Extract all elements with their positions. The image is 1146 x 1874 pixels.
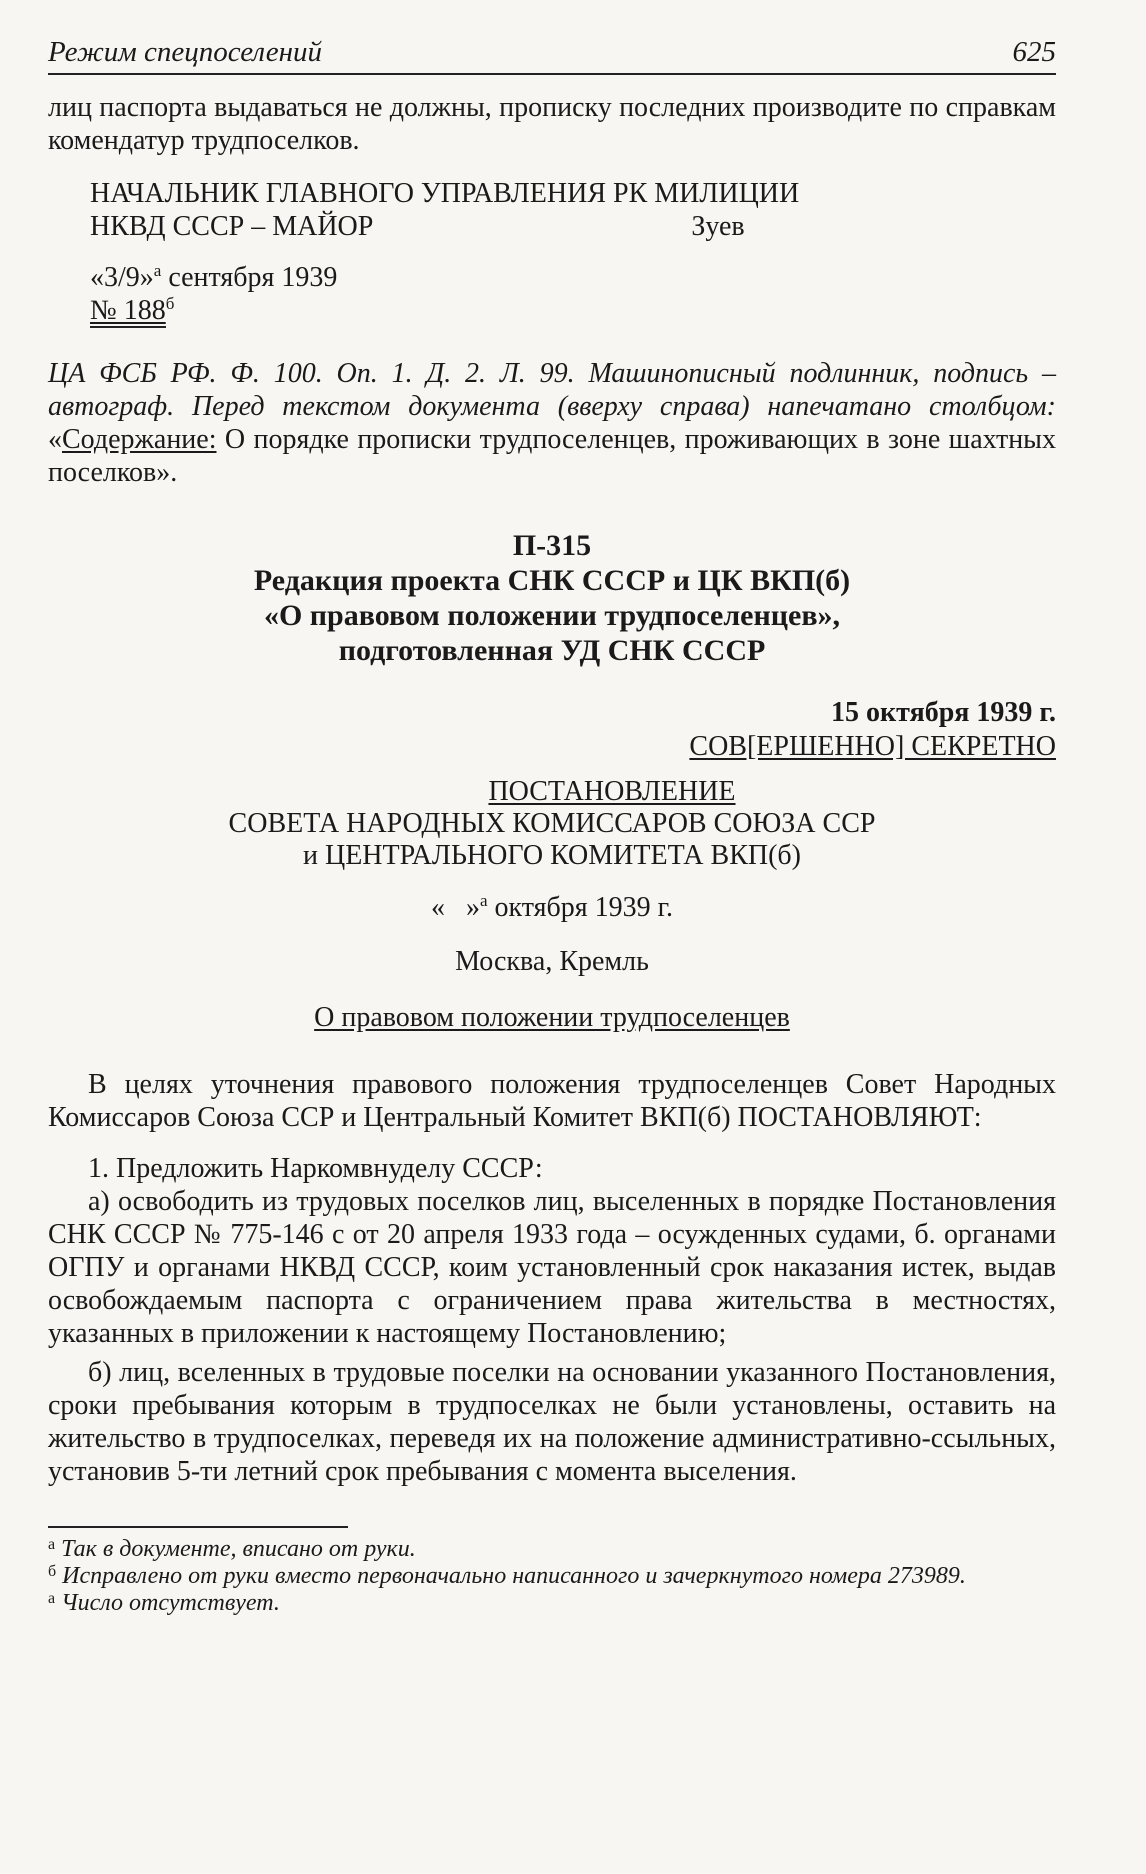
footnote-text: Число отсутствует. <box>61 1590 280 1616</box>
body-intro: В целях уточнения правового положения трудпоселенцев Совет Народных Комиссаров Союза ССР и Центральный Комитет ВКП(б) ПОСТАНОВЛЯЮТ: <box>48 1069 1056 1133</box>
source-label: Содержание: <box>62 424 217 455</box>
classification <box>48 730 1056 764</box>
document-page <box>48 36 1056 1617</box>
document-number <box>48 294 1056 327</box>
signature-name: Зуев <box>691 211 745 242</box>
document-title-line-1: Редакция проекта СНК СССР и ЦК ВКП(б) <box>253 564 851 597</box>
footnote <box>48 1563 1056 1590</box>
decree-place: Москва, Кремль <box>455 946 649 977</box>
archival-source <box>48 357 1056 489</box>
source-citation: ЦА ФСБ РФ. Ф. 100. Оп. 1. Д. 2. Л. 99. Машинописный подлинник, подпись – автограф. Перед текстом документа (вверху справа) напечатано столбцом: <box>48 358 1056 422</box>
signature-line-1: НАЧАЛЬНИК ГЛАВНОГО УПРАВЛЕНИЯ РК МИЛИЦИИ <box>90 178 800 209</box>
signature-line-2: НКВД СССР – МАЙОР <box>90 211 374 242</box>
decree-date <box>48 892 1056 924</box>
date-line <box>48 261 1056 294</box>
footnote-text: Исправлено от руки вместо первоначально написанного и зачеркнутого номера 273989. <box>62 1563 966 1589</box>
body-item-1a: а) освободить из трудовых поселков лиц, выселенных в порядке Постановления СНК СССР № 775-146 с от 20 апреля 1933 года – осужденных судами, б. органами ОГПУ и органами НКВД СССР, коим установленный срок наказания истек, выдав освобождаемым паспорта с ограничением права жительства в местностях, указанных в приложении к настоящему Постановлению; <box>48 1186 1056 1349</box>
signature-block <box>48 177 1056 243</box>
body-item-1b: б) лиц, вселенных в трудовые поселки на основании указанного Постановления, сроки пребывания которым в трудпоселках не были установлены, оставить на жительство в трудпоселках, переведя их на положение административно-ссыльных, установив 5-ти летний срок пребывания с момента выселения. <box>48 1357 1056 1487</box>
decree-date-day: « » <box>431 892 480 923</box>
page-number: 625 <box>1012 36 1056 68</box>
decree-header <box>48 776 1056 872</box>
running-head <box>48 36 1056 75</box>
footnote-mark: а <box>48 1590 56 1607</box>
footnote <box>48 1536 1056 1563</box>
decree-subject-text: О правовом положении трудпоселенцев <box>314 1002 790 1033</box>
classification-text: СОВ[ЕРШЕННО] СЕКРЕТНО <box>689 731 1056 762</box>
document-title-line-2: «О правовом положении трудпоселенцев», <box>263 599 841 632</box>
footnote-mark: б <box>48 1563 57 1580</box>
document-date: 15 октября 1939 г. <box>831 697 1056 728</box>
footnote-mark: а <box>153 261 162 280</box>
decree-line-2: и ЦЕНТРАЛЬНОГО КОМИТЕТА ВКП(б) <box>303 840 801 871</box>
footnote-divider <box>48 1526 348 1528</box>
footnote-text: Так в документе, вписано от руки. <box>61 1536 416 1562</box>
footnote <box>48 1590 1056 1617</box>
footnotes <box>48 1536 1056 1617</box>
top-paragraph: лиц паспорта выдаваться не должны, прописку последних производите по справкам комендатур трудпоселков. <box>48 92 1056 156</box>
decree-subject <box>48 1002 1056 1034</box>
footnote-mark: а <box>480 891 488 910</box>
source-open-quote: « <box>48 424 62 455</box>
date-line-day: «3/9» <box>90 262 154 293</box>
decree-date-month-year: октября 1939 г. <box>487 892 673 923</box>
source-content: О порядке прописки трудпоселенцев, проживающих в зоне шахтных поселков». <box>48 424 1056 488</box>
running-head-title: Режим спецпоселений <box>48 36 323 68</box>
footnote-mark: б <box>165 294 175 313</box>
document-id: П-315 <box>512 529 592 562</box>
decree-heading: ПОСТАНОВЛЕНИЕ <box>488 776 736 807</box>
footnote-mark: а <box>48 1536 56 1553</box>
document-title-line-3: подготовленная УД СНК СССР <box>338 634 766 667</box>
document-number-text: № 188 <box>90 295 166 326</box>
date-line-month-year: сентября 1939 <box>161 262 338 293</box>
document-title <box>48 563 1056 668</box>
decree-line-1: СОВЕТА НАРОДНЫХ КОМИССАРОВ СОЮЗА ССР <box>228 808 876 839</box>
body-item-1: 1. Предложить Наркомвнуделу СССР: <box>88 1153 543 1184</box>
